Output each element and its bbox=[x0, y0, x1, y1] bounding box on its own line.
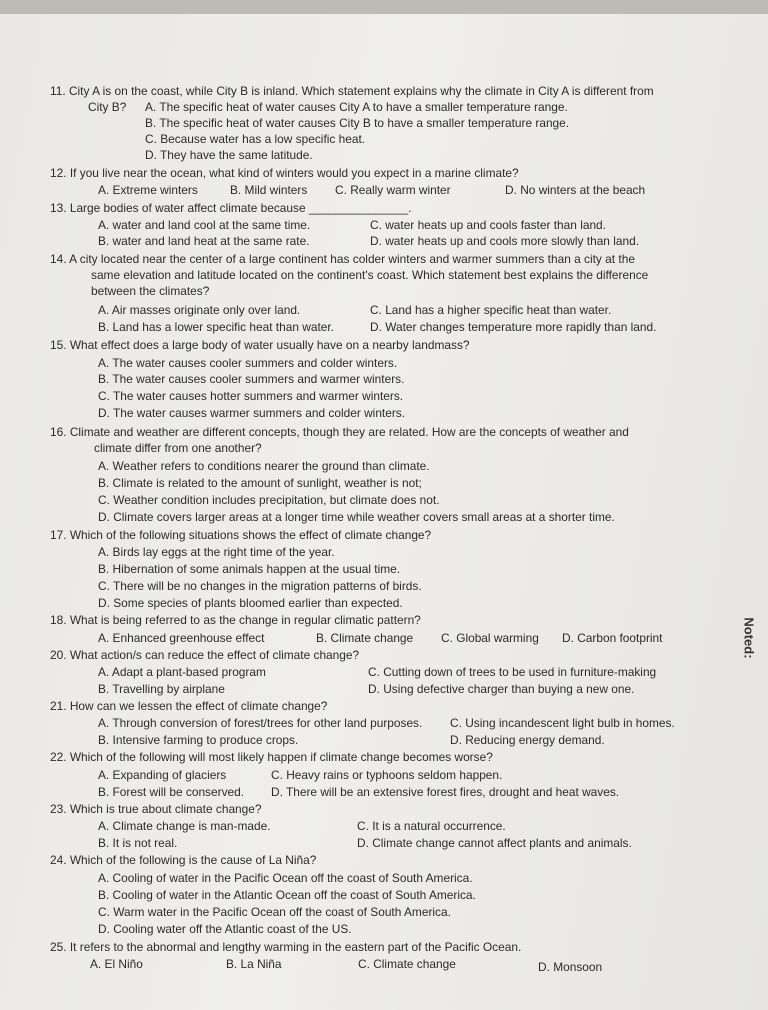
option: C. Using incandescent light bulb in homes. bbox=[450, 716, 675, 730]
question-15: 15. What effect does a large body of water usually have on a nearby landmass? bbox=[50, 338, 470, 352]
question-12: 12. If you live near the ocean, what kind of winters would you expect in a marine climate? bbox=[50, 166, 519, 180]
option: C. Land has a higher specific heat than water. bbox=[370, 303, 612, 317]
option: A. Extreme winters bbox=[98, 183, 198, 197]
option: B. The water causes cooler summers and warmer winters. bbox=[98, 372, 405, 386]
question-11: 11. City A is on the coast, while City B is inland. Which statement explains why the climate in City A is different from bbox=[50, 84, 654, 98]
option: B. Mild winters bbox=[230, 183, 308, 197]
option: B. Intensive farming to produce crops. bbox=[98, 733, 299, 747]
option: D. Reducing energy demand. bbox=[450, 733, 605, 747]
option: D. Carbon footprint bbox=[562, 631, 663, 645]
question-18: 18. What is being referred to as the change in regular climatic pattern? bbox=[50, 613, 421, 627]
option: D. Cooling water off the Atlantic coast of the US. bbox=[98, 922, 352, 936]
option: B. The specific heat of water causes City B to have a smaller temperature range. bbox=[145, 116, 570, 130]
option: C. The water causes hotter summers and warmer winters. bbox=[98, 389, 404, 403]
option: A. Birds lay eggs at the right time of the year. bbox=[98, 545, 335, 559]
question-14-cont: same elevation and latitude located on the continent's coast. Which statement best explains the difference bbox=[91, 268, 649, 282]
option: A. Adapt a plant-based program bbox=[98, 665, 266, 679]
side-note bbox=[740, 618, 760, 662]
option: D. Climate change cannot affect plants and animals. bbox=[357, 836, 632, 850]
option: B. Hibernation of some animals happen at the usual time. bbox=[98, 562, 401, 576]
question-21: 21. How can we lessen the effect of climate change? bbox=[50, 699, 328, 713]
question-25: 25. It refers to the abnormal and lengthy warming in the eastern part of the Pacific Ocean. bbox=[50, 940, 522, 954]
option: B. Land has a lower specific heat than water. bbox=[98, 320, 334, 334]
question-13: 13. Large bodies of water affect climate because _______________. bbox=[50, 201, 412, 215]
option: A. Cooling of water in the Pacific Ocean off the coast of South America. bbox=[98, 871, 473, 885]
option: A. Air masses originate only over land. bbox=[98, 303, 301, 317]
question-20: 20. What action/s can reduce the effect of climate change? bbox=[50, 648, 360, 662]
option: C. Weather condition includes precipitation, but climate does not. bbox=[98, 493, 440, 507]
option: C. Because water has a low specific heat. bbox=[145, 132, 366, 146]
question-14: 14. A city located near the center of a large continent has colder winters and warmer summers than a city at the bbox=[50, 252, 635, 266]
option: D. Using defective charger than buying a new one. bbox=[368, 682, 635, 696]
option: B. Climate is related to the amount of sunlight, weather is not; bbox=[98, 476, 422, 490]
question-14-cont: between the climates? bbox=[91, 284, 210, 298]
option: D. water heats up and cools more slowly than land. bbox=[370, 234, 640, 248]
option: A. Expanding of glaciers bbox=[98, 768, 227, 782]
option: C. Heavy rains or typhoons seldom happen. bbox=[271, 768, 503, 782]
option: A. The specific heat of water causes City A to have a smaller temperature range. bbox=[145, 100, 568, 114]
option: B. It is not real. bbox=[98, 836, 178, 850]
question-11-cont: City B? bbox=[88, 100, 127, 114]
question-22: 22. Which of the following will most likely happen if climate change becomes worse? bbox=[50, 750, 493, 764]
option: A. Climate change is man-made. bbox=[98, 819, 271, 833]
option: C. It is a natural occurrence. bbox=[357, 819, 506, 833]
option: C. Climate change bbox=[358, 957, 456, 971]
option: D. The water causes warmer summers and colder winters. bbox=[98, 406, 406, 420]
option: D. No winters at the beach bbox=[505, 183, 646, 197]
side-note-text: Noted: bbox=[741, 617, 757, 659]
option: C. There will be no changes in the migration patterns of birds. bbox=[98, 579, 422, 593]
option: D. Climate covers larger areas at a longer time while weather covers small areas at a shorter time. bbox=[98, 510, 615, 524]
option: D. Monsoon bbox=[538, 960, 603, 974]
option: C. Cutting down of trees to be used in furniture-making bbox=[368, 665, 657, 679]
option: B. water and land heat at the same rate. bbox=[98, 234, 310, 248]
option: B. La Niña bbox=[226, 957, 282, 971]
option: A. water and land cool at the same time. bbox=[98, 218, 311, 232]
option: D. Some species of plants bloomed earlier than expected. bbox=[98, 596, 403, 610]
option: C. Really warm winter bbox=[335, 183, 451, 197]
question-24: 24. Which of the following is the cause of La Niña? bbox=[50, 853, 317, 867]
option: C. Global warming bbox=[441, 631, 539, 645]
option: C. water heats up and cools faster than land. bbox=[370, 218, 606, 232]
option: B. Climate change bbox=[316, 631, 414, 645]
question-16: 16. Climate and weather are different concepts, though they are related. How are the concepts of weather and bbox=[50, 425, 629, 439]
option: B. Travelling by airplane bbox=[98, 682, 225, 696]
question-23: 23. Which is true about climate change? bbox=[50, 802, 262, 816]
option: D. There will be an extensive forest fires, drought and heat waves. bbox=[271, 785, 620, 799]
question-17: 17. Which of the following situations shows the effect of climate change? bbox=[50, 528, 432, 542]
question-16-cont: climate differ from one another? bbox=[94, 441, 262, 455]
option: A. Enhanced greenhouse effect bbox=[98, 631, 265, 645]
option: A. The water causes cooler summers and colder winters. bbox=[98, 356, 398, 370]
option: D. Water changes temperature more rapidly than land. bbox=[370, 320, 657, 334]
option: A. Through conversion of forest/trees for other land purposes. bbox=[98, 716, 423, 730]
option: B. Cooling of water in the Atlantic Ocean off the coast of South America. bbox=[98, 888, 476, 902]
option: A. El Niño bbox=[90, 957, 143, 971]
option: A. Weather refers to conditions nearer the ground than climate. bbox=[98, 459, 430, 473]
option: B. Forest will be conserved. bbox=[98, 785, 245, 799]
option: C. Warm water in the Pacific Ocean off the coast of South America. bbox=[98, 905, 451, 919]
option: D. They have the same latitude. bbox=[145, 148, 313, 162]
